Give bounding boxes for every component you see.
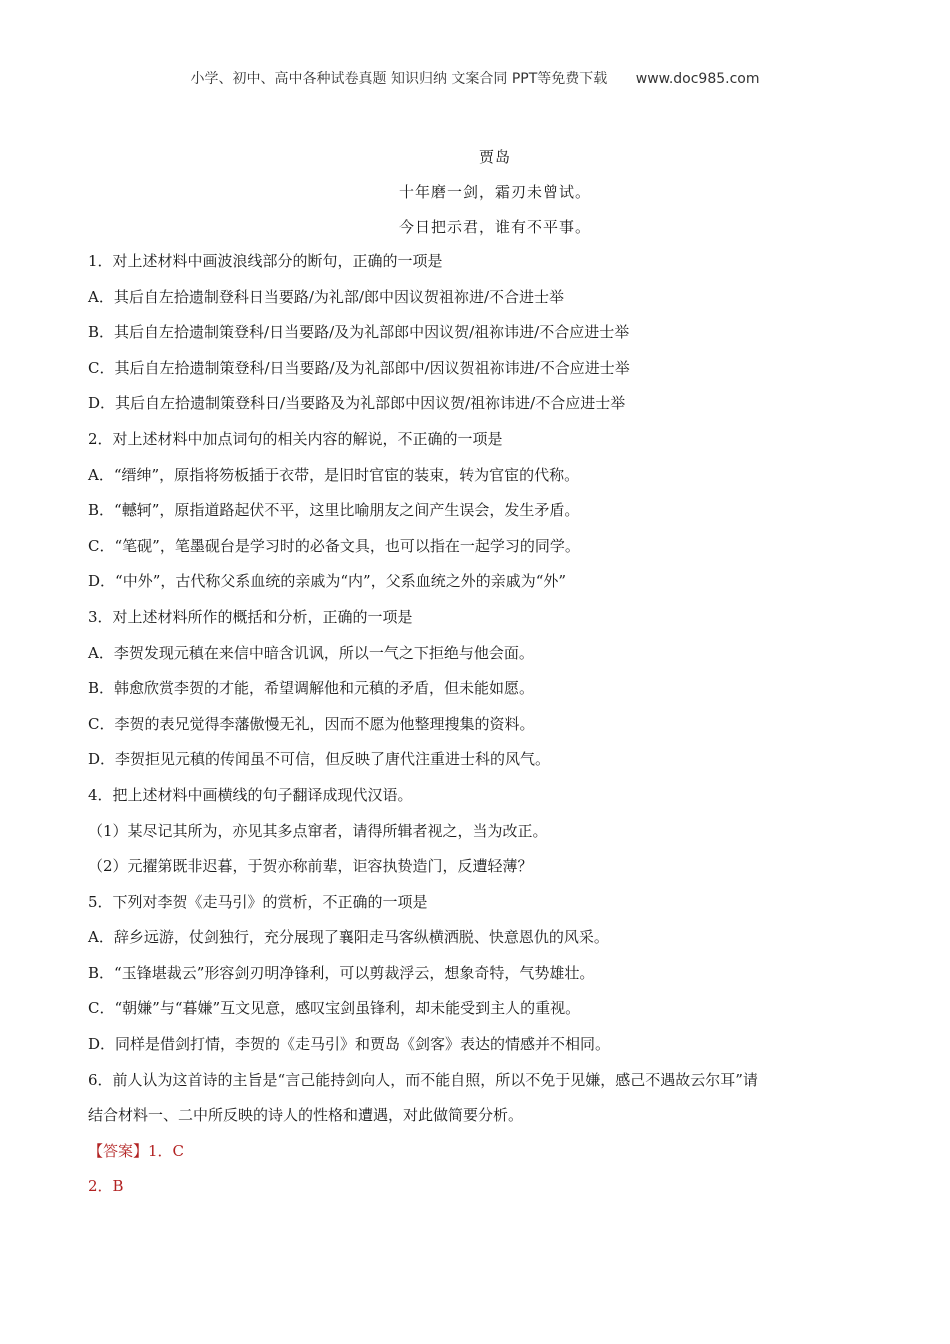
q1-option-c: C．其后自左拾遗制策登科/日当要路/及为礼部郎中/因议贺祖祢讳进/不合应进士举 [88, 358, 630, 377]
q3-stem: 3．对上述材料所作的概括和分析，正确的一项是 [88, 607, 413, 626]
q1-stem: 1．对上述材料中画波浪线部分的断句，正确的一项是 [88, 252, 443, 270]
q5-stem: 5．下列对李贺《走马引》的赏析，不正确的一项是 [88, 892, 428, 911]
answer-tag: 【答案】 [88, 1141, 149, 1160]
q2-option-b: B．“轗轲”，原指道路起伏不平，这里比喻朋友之间产生误会，发生矛盾。 [88, 501, 580, 520]
q4-stem: 4．把上述材料中画横线的句子翻译成现代汉语。 [88, 785, 413, 804]
q5-option-a: A．辞乡远游，仗剑独行，充分展现了襄阳走马客纵横洒脱、快意恩仇的风采。 [88, 928, 609, 947]
header-url[interactable]: www.doc985.com [635, 71, 760, 87]
answer-line-1 [88, 1140, 868, 1176]
q4-sentence-1: （1）某尽记其所为，亦见其多点窜者，请得所辑者视之，当为改正。 [88, 821, 548, 840]
header-text: 小学、初中、高中各种试卷真题 知识归纳 文案合同 PPT等免费下载 [190, 71, 608, 87]
q3-option-d: D．李贺拒见元稹的传闻虽不可信，但反映了唐代注重进士科的风气。 [88, 750, 551, 769]
q2-option-c: C．“笔砚”，笔墨砚台是学习时的必备文具，也可以指在一起学习的同学。 [88, 536, 580, 555]
answer-1: 1．C [148, 1141, 185, 1160]
poem-line-2: 今日把示君，谁有不平事。 [398, 218, 591, 236]
q5-option-b: B．“玉锋堪裁云”形容剑刃明净锋利，可以剪裁浮云，想象奇特，气势雄壮。 [88, 963, 595, 982]
q5-option-d: D．同样是借剑打情，李贺的《走马引》和贾岛《剑客》表达的情感并不相同。 [88, 1035, 611, 1054]
q2-stem: 2．对上述材料中加点词句的相关内容的解说，不正确的一项是 [88, 429, 503, 448]
q5-option-c: C．“朝嫌”与“暮嫌”互文见意，感叹宝剑虽锋利，却未能受到主人的重视。 [88, 999, 581, 1018]
q6-stem-line-1: 6．前人认为这首诗的主旨是“言己能持剑向人，而不能自照，所以不免于见嫌，感己不遇故云尔耳”请 [88, 1070, 758, 1089]
q2-option-a: A．“缙绅”，原指将笏板插于衣带，是旧时官宦的装束，转为官宦的代称。 [88, 465, 580, 484]
q2-option-d: D．“中外”，古代称父系血统的亲戚为“内”，父系血统之外的亲戚为“外” [88, 572, 567, 591]
q1-option-d: D．其后自左拾遗制策登科日/当要路及为礼部郎中因议贺/祖祢讳进/不合应进士举 [88, 394, 626, 413]
question-list [88, 250, 868, 1211]
q6-stem-line-2: 结合材料一、二中所反映的诗人的性格和遭遇，对此做简要分析。 [88, 1106, 524, 1125]
q3-option-a: A．李贺发现元稹在来信中暗含讥讽，所以一气之下拒绝与他会面。 [88, 643, 534, 662]
q1-option-a: A．其后自左拾遗制登科日当要路/为礼部/郎中因议贺祖祢进/不合进士举 [88, 287, 564, 306]
poem-line-1: 十年磨一剑，霜刃未曾试。 [398, 183, 591, 201]
page-header [0, 68, 950, 88]
q3-option-c: C．李贺的表兄觉得李藩傲慢无礼，因而不愿为他整理搜集的资料。 [88, 714, 535, 733]
poem-author: 贾岛 [478, 148, 511, 166]
q4-sentence-2: （2）元擢第既非迟暮，于贺亦称前辈，讵容执贽造门，反遭轻薄？ [88, 857, 533, 876]
q1-option-b: B．其后自左拾遗制策登科/日当要路/及为礼部郎中因议贺/祖祢讳进/不合应进士举 [88, 323, 630, 342]
answer-2: 2．B [88, 1177, 124, 1196]
q3-option-b: B．韩愈欣赏李贺的才能，希望调解他和元稹的矛盾，但未能如愿。 [88, 679, 535, 698]
